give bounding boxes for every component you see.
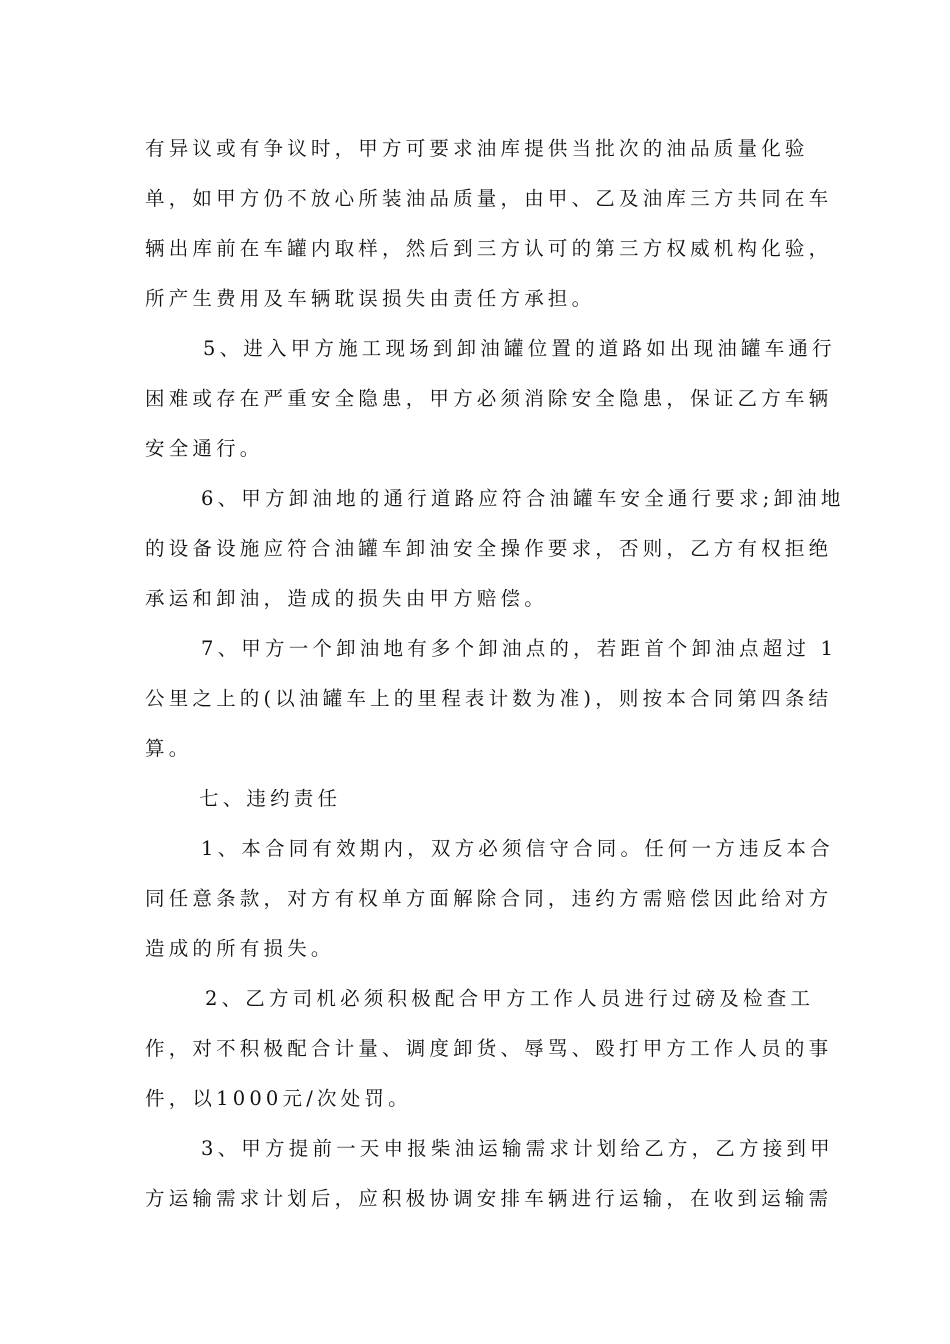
text-line: 困难或存在严重安全隐患，甲方必须消除安全隐患，保证乙方车辆 (145, 387, 833, 410)
text-line: 件，以1000元/次处罚。 (145, 1087, 412, 1110)
text-line: 造成的所有损失。 (145, 937, 335, 960)
text-line: 所产生费用及车辆耽误损失由责任方承担。 (145, 287, 596, 310)
text-line: 单，如甲方仍不放心所装油品质量，由甲、乙及油库三方共同在车 (145, 187, 833, 210)
document-body (145, 124, 845, 1224)
section-heading: 七、违约责任 (199, 787, 342, 810)
text-line: 辆出库前在车罐内取样，然后到三方认可的第三方权威机构化验， (145, 237, 833, 260)
text-line: 作，对不积极配合计量、调度卸货、辱骂、殴打甲方工作人员的事 (145, 1037, 833, 1060)
text-line: 公里之上的(以油罐车上的里程表计数为准)，则按本合同第四条结 (145, 687, 833, 710)
clause-2-start: 2、乙方司机必须积极配合甲方工作人员进行过磅及检查工 (205, 987, 815, 1010)
paragraph-5-start: 5、进入甲方施工现场到卸油罐位置的道路如出现油罐车通行 (203, 337, 836, 360)
text-line: 有异议或有争议时，甲方可要求油库提供当批次的油品质量化验 (145, 137, 809, 160)
clause-3-start: 3、甲方提前一天申报柴油运输需求计划给乙方，乙方接到甲 (201, 1137, 834, 1160)
text-line: 同任意条款，对方有权单方面解除合同，违约方需赔偿因此给对方 (145, 887, 833, 910)
text-line: 安全通行。 (145, 437, 264, 460)
clause-1-start: 1、本合同有效期内，双方必须信守合同。任何一方违反本合 (201, 837, 834, 860)
paragraph-7-start: 7、甲方一个卸油地有多个卸油点的，若距首个卸油点超过 1 (201, 637, 838, 660)
text-line: 的设备设施应符合油罐车卸油安全操作要求，否则，乙方有权拒绝 (145, 537, 833, 560)
paragraph-6-start: 6、甲方卸油地的通行道路应符合油罐车安全通行要求;卸油地 (201, 487, 845, 510)
text-line: 方运输需求计划后，应积极协调安排车辆进行运输，在收到运输需 (145, 1187, 833, 1210)
text-line: 算。 (145, 737, 193, 760)
text-line: 承运和卸油，造成的损失由甲方赔偿。 (145, 587, 548, 610)
